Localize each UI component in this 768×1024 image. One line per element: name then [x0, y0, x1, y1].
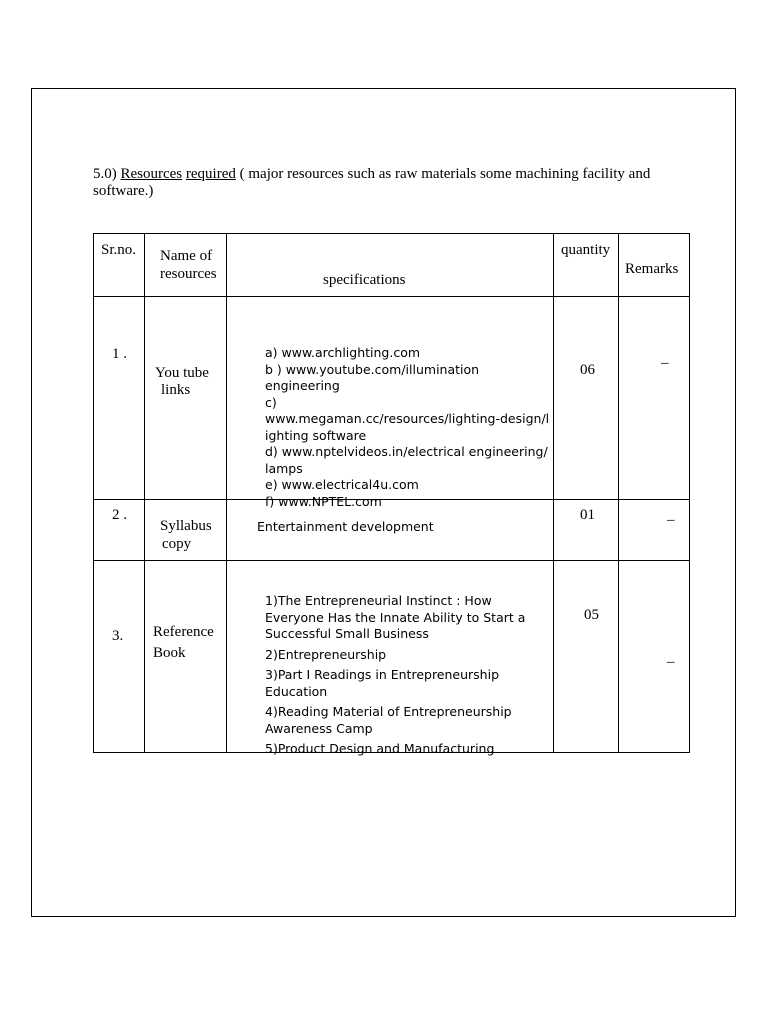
spec-item: 1)The Entrepreneurial Instinct : How Everyone Has the Innate Ability to Start a Successful Small Business	[265, 593, 526, 641]
row3-quantity: 05	[584, 607, 599, 623]
resources-table	[93, 233, 690, 756]
spec-item: 3)Part I Readings in Entrepreneurship Education	[265, 667, 500, 699]
row3-name-line2: Book	[153, 645, 186, 661]
row2-name-line2: copy	[162, 536, 192, 552]
spec-item: 2)Entrepreneurship	[265, 646, 387, 662]
row2-remarks: –	[667, 512, 675, 528]
header-specifications: specifications	[323, 272, 406, 288]
row1-specs	[265, 345, 550, 510]
spec-item: e) www.electrical4u.com	[265, 477, 419, 492]
row3-name-line1: Reference	[153, 624, 214, 640]
spec-item: f) www.NPTEL.com	[265, 493, 382, 509]
section-heading	[93, 166, 653, 200]
heading-word-resources: Resources	[120, 166, 183, 182]
header-name-line2: resources	[160, 266, 217, 282]
header-spec-cell	[227, 234, 554, 297]
row1-name-line1: You tube	[155, 365, 209, 381]
spec-item: 5)Product Design and Manufacturing	[265, 741, 495, 756]
table-row	[94, 500, 690, 561]
header-quantity-cell	[554, 234, 619, 297]
row3-specs	[265, 593, 550, 758]
heading-number: 5.0)	[93, 166, 121, 182]
row3-srno: 3.	[112, 628, 124, 644]
spec-item: www.megaman.cc/resources/lighting-design/lighting software	[265, 411, 550, 443]
header-quantity: quantity	[561, 242, 611, 258]
header-name-cell	[145, 234, 227, 297]
header-remarks: Remarks	[625, 261, 679, 277]
heading-rest: ( major resources such as raw materials some machining facility and software.)	[93, 166, 651, 199]
header-srno: Sr.no.	[101, 242, 137, 258]
table-row	[94, 297, 690, 500]
header-name-line1: Name of	[160, 248, 213, 264]
row2-name-line1: Syllabus	[160, 518, 212, 534]
table-row	[94, 561, 690, 753]
row1-srno: 1 .	[112, 346, 127, 362]
spec-item: d) www.nptelvideos.in/electrical engineering/ lamps	[265, 444, 548, 476]
header-remarks-cell	[619, 234, 690, 297]
row3-remarks: –	[667, 654, 675, 670]
header-srno-cell	[94, 234, 145, 297]
row2-quantity: 01	[580, 507, 595, 523]
row1-name-line2: links	[161, 382, 191, 398]
heading-word-required: required	[185, 166, 236, 182]
row2-specs	[257, 519, 547, 536]
row1-remarks: –	[661, 355, 669, 371]
table-header-row	[94, 234, 690, 297]
row1-quantity: 06	[580, 362, 595, 378]
spec-item: b ) www.youtube.com/illumination engineering	[265, 361, 480, 393]
spec-item: 4)Reading Material of Entrepreneurship Awareness Camp	[265, 704, 512, 736]
spec-item: Entertainment development	[257, 519, 434, 534]
row2-srno: 2 .	[112, 507, 127, 523]
spec-item: a) www.archlighting.com	[265, 345, 421, 360]
spec-item: c)	[265, 394, 277, 410]
